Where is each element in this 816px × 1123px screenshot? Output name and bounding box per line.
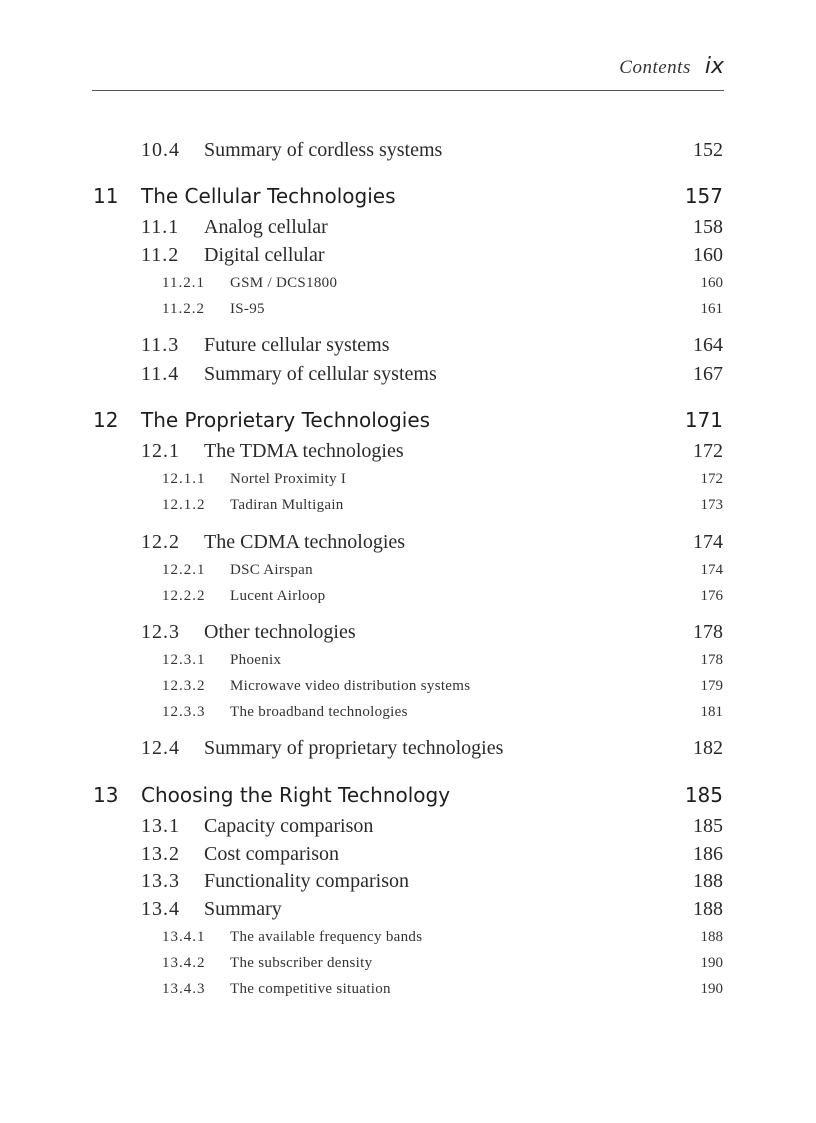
toc-entry-number: 13.2 [141,843,180,865]
toc-entry-page: 167 [693,363,723,385]
toc-entry-title: Summary of cordless systems [204,139,443,161]
toc-entry-title: Tadiran Multigain [230,497,344,513]
toc-entry-number: 13.3 [141,870,180,892]
toc-entry-number: 12.2.1 [162,562,206,578]
toc-entry-page: 188 [693,898,723,920]
toc-entry-number: 12.1 [141,440,180,462]
toc-entry-number: 11.3 [141,334,180,356]
toc-subsection[interactable] [0,702,816,724]
toc-entry-number: 12.1.1 [162,471,206,487]
toc-section[interactable] [0,332,816,360]
toc-entry-page: 160 [693,244,723,266]
toc-entry-page: 160 [700,275,723,291]
toc-entry-title: Choosing the Right Technology [141,783,451,807]
toc-entry-number: 13 [93,783,119,807]
toc-entry-page: 173 [700,497,723,513]
toc-entry-title: Future cellular systems [204,334,390,356]
toc-entry-number: 12.1.2 [162,497,206,513]
toc-entry-page: 181 [700,704,723,720]
toc-entry-title: The CDMA technologies [204,531,406,553]
toc-entry-page: 158 [693,216,723,238]
toc-subsection[interactable] [0,273,816,295]
toc-entry-number: 12.4 [141,737,180,759]
toc-entry-page: 185 [693,815,723,837]
toc-entry-page: 164 [693,334,723,356]
toc-entry-page: 161 [700,301,723,317]
toc-entry-title: Nortel Proximity I [230,471,347,487]
toc-entry-title: Other technologies [204,621,356,643]
toc-entry-page: 190 [700,981,723,997]
toc-entry-page: 172 [700,471,723,487]
toc-entry-number: 13.4 [141,898,180,920]
toc-entry-number: 12.3.3 [162,704,206,720]
toc-section[interactable] [0,619,816,647]
toc-entry-number: 11.2.2 [162,301,205,317]
toc-entry-page: 188 [700,929,723,945]
toc-entry-page: 188 [693,870,723,892]
toc-entry-title: Summary [204,898,282,920]
toc-subsection[interactable] [0,560,816,582]
toc-entry-page: 172 [693,440,723,462]
toc-entry-number: 11.2 [141,244,180,266]
toc-entry-number: 12.2.2 [162,588,206,604]
toc-entry-title: GSM / DCS1800 [230,275,338,291]
toc-entry-title: Capacity comparison [204,815,374,837]
toc-subsection[interactable] [0,953,816,975]
toc-entry-page: 176 [700,588,723,604]
toc-entry-number: 12.2 [141,531,180,553]
toc-entry-page: 157 [684,184,723,208]
toc-entry-page: 152 [693,139,723,161]
toc-section[interactable] [0,529,816,557]
toc-entry-page: 182 [693,737,723,759]
toc-entry-page: 186 [693,843,723,865]
toc-entry-page: 185 [684,783,723,807]
toc-entry-page: 178 [693,621,723,643]
toc-entry-page: 174 [693,531,723,553]
toc-entry-number: 12.3.2 [162,678,206,694]
toc-entry-title: IS-95 [230,301,265,317]
toc-entry-title: The broadband technologies [230,704,408,720]
toc-section[interactable] [0,868,816,896]
toc-entry-number: 11 [93,184,119,208]
toc-entry-number: 12.3 [141,621,180,643]
toc-entry-title: Microwave video distribution systems [230,678,471,694]
toc-entry-page: 190 [700,955,723,971]
toc-section[interactable] [0,137,816,165]
toc-entry-title: Digital cellular [204,244,325,266]
toc-section[interactable] [0,438,816,466]
toc-entry-page: 179 [700,678,723,694]
toc-entry-title: The competitive situation [230,981,391,997]
toc-section[interactable] [0,361,816,389]
toc-entry-title: Summary of cellular systems [204,363,437,385]
toc-entry-number: 10.4 [141,139,180,161]
toc-section[interactable] [0,813,816,841]
toc-section[interactable] [0,242,816,270]
toc-subsection[interactable] [0,495,816,517]
toc-entry-number: 13.1 [141,815,180,837]
toc-entry-page: 178 [700,652,723,668]
toc-entry-title: The Cellular Technologies [141,184,396,208]
toc-entry-number: 11.4 [141,363,180,385]
toc-entry-title: Analog cellular [204,216,328,238]
toc-subsection[interactable] [0,586,816,608]
toc-section[interactable] [0,214,816,242]
toc-entry-page: 171 [684,408,723,432]
header-title: Contents [619,57,691,78]
toc-entry-title: The TDMA technologies [204,440,404,462]
toc-subsection[interactable] [0,979,816,1001]
toc-entry-number: 11.1 [141,216,180,238]
toc-entry-number: 12.3.1 [162,652,206,668]
toc-entry-number: 13.4.3 [162,981,206,997]
toc-entry-title: DSC Airspan [230,562,313,578]
toc-subsection[interactable] [0,469,816,491]
toc-subsection[interactable] [0,676,816,698]
toc-entry-title: The Proprietary Technologies [141,408,431,432]
toc-subsection[interactable] [0,927,816,949]
toc-entry-number: 13.4.1 [162,929,206,945]
toc-entry-title: Lucent Airloop [230,588,326,604]
toc-chapter[interactable] [0,406,816,436]
toc-subsection[interactable] [0,650,816,672]
toc-section[interactable] [0,841,816,869]
toc-section[interactable] [0,735,816,763]
toc-entry-number: 13.4.2 [162,955,206,971]
toc-entry-title: Cost comparison [204,843,339,865]
header-page-number: ix [704,54,724,79]
toc-entry-title: The available frequency bands [230,929,423,945]
running-header [92,54,724,91]
toc-entry-number: 12 [93,408,119,432]
toc-entry-page: 174 [700,562,723,578]
toc-chapter[interactable] [0,781,816,811]
toc-entry-number: 11.2.1 [162,275,205,291]
toc-entry-title: The subscriber density [230,955,373,971]
toc-chapter[interactable] [0,182,816,212]
toc-section[interactable] [0,896,816,924]
toc-entry-title: Functionality comparison [204,870,409,892]
toc-subsection[interactable] [0,299,816,321]
toc-entry-title: Summary of proprietary technologies [204,737,504,759]
toc-entry-title: Phoenix [230,652,282,668]
